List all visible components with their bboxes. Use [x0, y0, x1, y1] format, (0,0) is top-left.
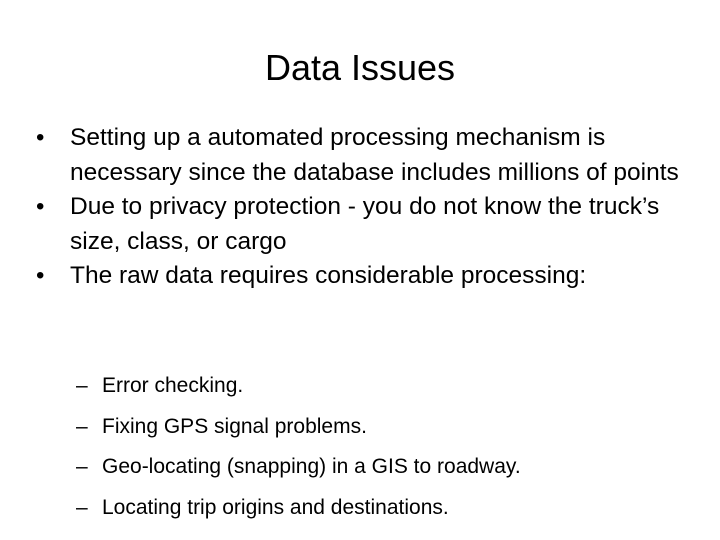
bullet-item [36, 190, 706, 259]
bullet-text: Due to privacy protection - you do not know the truck’s size, class, or cargo [70, 193, 660, 255]
sub-bullet-item [76, 494, 696, 521]
sub-bullet-marker: – [76, 495, 88, 519]
bullet-marker: • [36, 262, 45, 289]
sub-bullet-marker: – [76, 414, 88, 438]
bullet-list [36, 121, 706, 294]
sub-bullet-list [76, 372, 696, 534]
bullet-item [36, 121, 706, 190]
bullet-item [36, 259, 706, 294]
sub-bullet-marker: – [76, 374, 88, 397]
bullet-marker: • [36, 124, 45, 151]
sub-bullet-text: Geo-locating (snapping) in a GIS to roadway. [102, 455, 521, 478]
sub-bullet-item [76, 372, 696, 399]
bullet-text: Setting up a automated processing mechanism is necessary since the database includes millions of points [70, 124, 679, 186]
sub-bullet-text: Fixing GPS signal problems. [102, 414, 367, 438]
sub-bullet-text: Error checking. [102, 374, 244, 397]
sub-bullet-text: Locating trip origins and destinations. [102, 495, 449, 519]
sub-bullet-item [76, 453, 696, 480]
sub-bullet-marker: – [76, 455, 88, 478]
sub-bullet-item [76, 413, 696, 440]
bullet-text: The raw data requires considerable processing: [70, 262, 587, 289]
slide-title: Data Issues [264, 47, 456, 88]
bullet-marker: • [36, 193, 45, 220]
